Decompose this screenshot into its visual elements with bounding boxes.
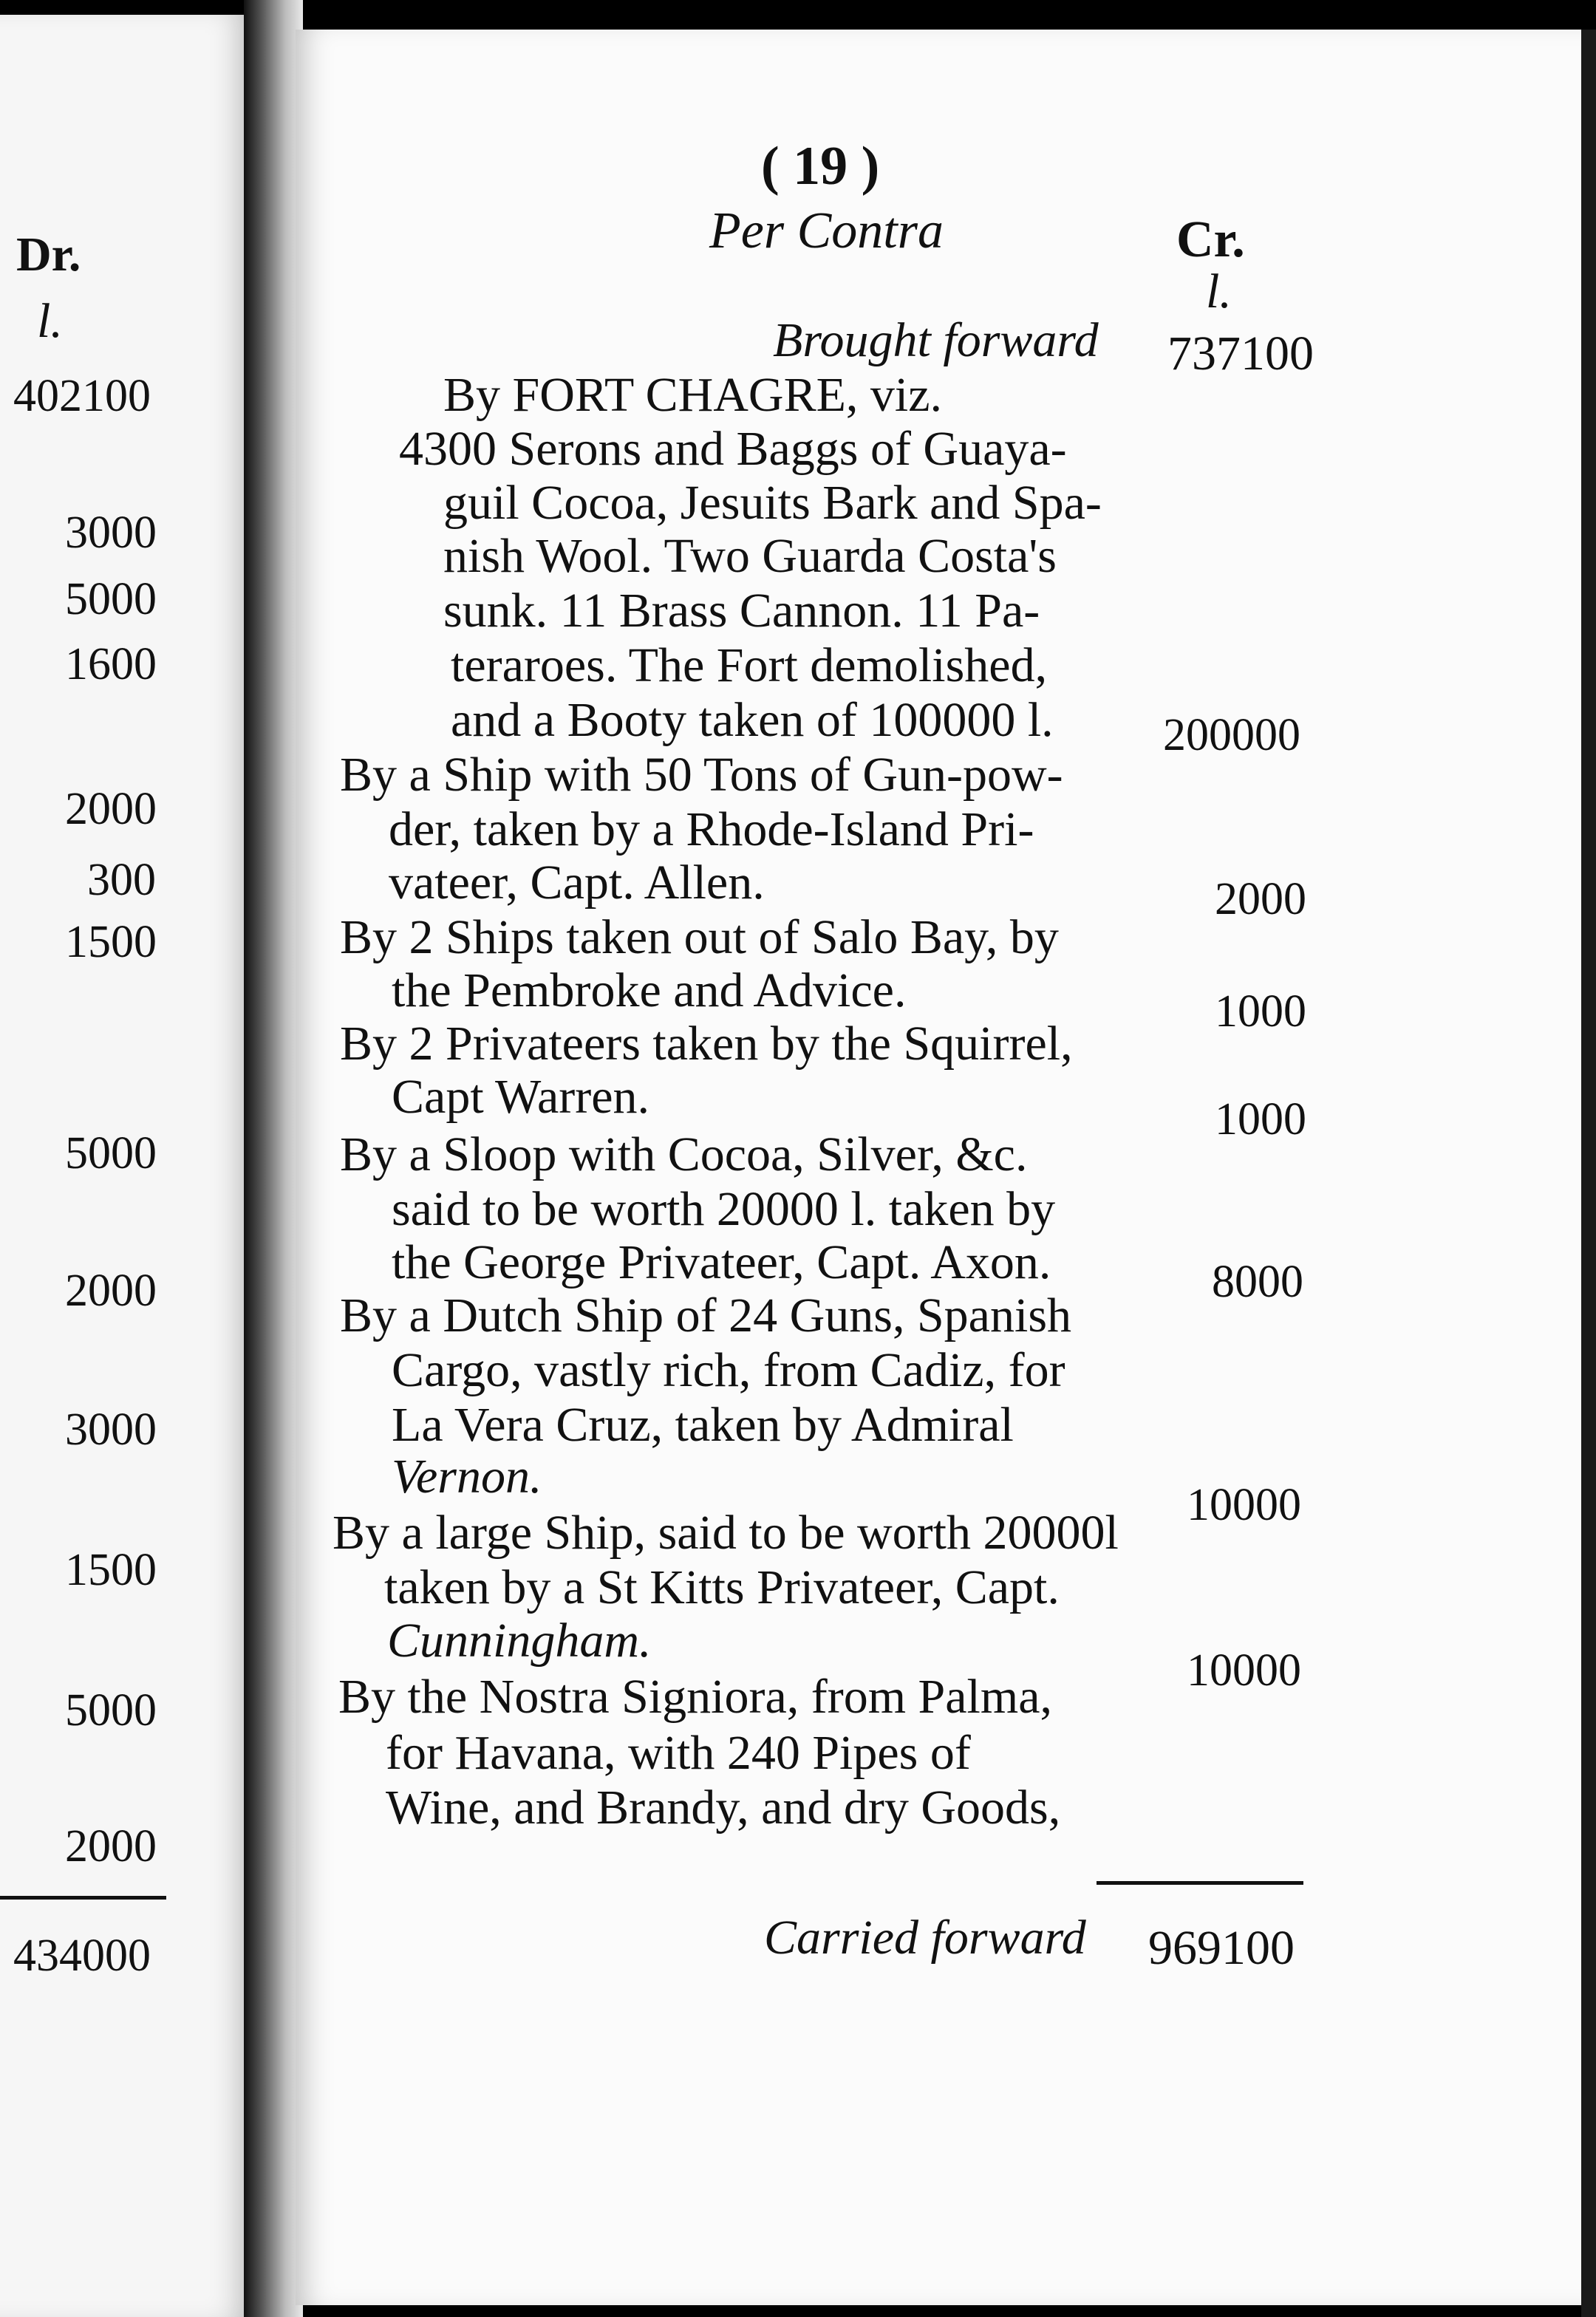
debit-amount: 5000 [65, 1685, 157, 1736]
credit-currency: l. [1206, 265, 1232, 318]
entry-line: the Pembroke and Advice. [392, 963, 907, 1017]
book-gutter [244, 0, 303, 2317]
entry-line: By 2 Privateers taken by the Squirrel, [340, 1017, 1073, 1071]
debit-amount: 5000 [65, 1128, 157, 1178]
debit-amount: 3000 [65, 1405, 157, 1455]
debit-heading: Dr. [16, 228, 81, 281]
credit-heading: Cr. [1176, 211, 1245, 268]
credit-amount: 1000 [1215, 1094, 1306, 1144]
entry-line: By FORT CHAGRE, viz. [443, 368, 943, 422]
entry-line: By 2 Ships taken out of Salo Bay, by [340, 910, 1059, 964]
debit-total: 434000 [13, 1931, 151, 1981]
brought-forward-label: Brought forward [773, 313, 1099, 367]
entry-line: Capt Warren. [392, 1070, 650, 1124]
credit-amount: 10000 [1187, 1645, 1301, 1696]
debit-amount: 1500 [65, 917, 157, 967]
entry-line: By a Sloop with Cocoa, Silver, &c. [340, 1127, 1028, 1181]
brought-forward-amount: 737100 [1167, 327, 1314, 381]
entry-line: Wine, and Brandy, and dry Goods, [386, 1781, 1061, 1835]
entry-line: Cunningham. [387, 1614, 652, 1668]
entry-line: guil Cocoa, Jesuits Bark and Spa- [443, 476, 1102, 530]
entry-line: and a Booty taken of 100000 l. [451, 693, 1054, 747]
debit-amount: 2000 [65, 1821, 157, 1871]
entry-line: By a large Ship, said to be worth 20000l [332, 1506, 1119, 1560]
entry-line: By the Nostra Signiora, from Palma, [338, 1670, 1053, 1724]
total-rule [1097, 1881, 1303, 1885]
entry-line: La Vera Cruz, taken by Admiral [392, 1398, 1014, 1452]
entry-line: teraroes. The Fort demolished, [451, 638, 1048, 692]
entry-line: for Havana, with 240 Pipes of [386, 1726, 971, 1780]
debit-amount: 2000 [65, 784, 157, 834]
page-number: ( 19 ) [761, 136, 880, 197]
carried-forward-amount: 969100 [1148, 1921, 1295, 1975]
entry-line: By a Ship with 50 Tons of Gun-pow- [340, 748, 1063, 802]
debit-amount: 2000 [65, 1266, 157, 1316]
debit-amount: 3000 [65, 508, 157, 558]
debit-amount: 1600 [65, 639, 157, 689]
debit-amount: 402100 [13, 371, 151, 421]
entry-line: said to be worth 20000 l. taken by [392, 1182, 1056, 1236]
credit-amount: 10000 [1187, 1480, 1301, 1530]
page-edge [1581, 30, 1596, 2317]
entry-line: Cargo, vastly rich, from Cadiz, for [392, 1343, 1065, 1397]
credit-amount: 2000 [1215, 874, 1306, 924]
total-rule [0, 1896, 166, 1900]
entry-line: taken by a St Kitts Privateer, Capt. [384, 1560, 1060, 1614]
debit-amount: 300 [87, 855, 156, 905]
debit-amount: 5000 [65, 574, 157, 624]
debit-currency: l. [37, 294, 63, 348]
entry-line: 4300 Serons and Baggs of Guaya- [399, 422, 1067, 476]
credit-amount: 200000 [1163, 710, 1300, 760]
entry-line: vateer, Capt. Allen. [389, 856, 765, 910]
entry-line: nish Wool. Two Guarda Costa's [443, 529, 1057, 583]
entry-line: the George Privateer, Capt. Axon. [392, 1235, 1051, 1289]
entry-line: der, taken by a Rhode-Island Pri- [389, 802, 1034, 856]
credit-amount: 1000 [1215, 986, 1306, 1037]
page-title: Per Contra [709, 202, 944, 259]
debit-amount: 1500 [65, 1545, 157, 1595]
entry-line: sunk. 11 Brass Cannon. 11 Pa- [443, 584, 1040, 638]
entry-line: Vernon. [392, 1450, 542, 1504]
carried-forward-label: Carried forward [764, 1911, 1086, 1965]
credit-amount: 8000 [1212, 1257, 1303, 1307]
entry-line: By a Dutch Ship of 24 Guns, Spanish [340, 1289, 1071, 1342]
